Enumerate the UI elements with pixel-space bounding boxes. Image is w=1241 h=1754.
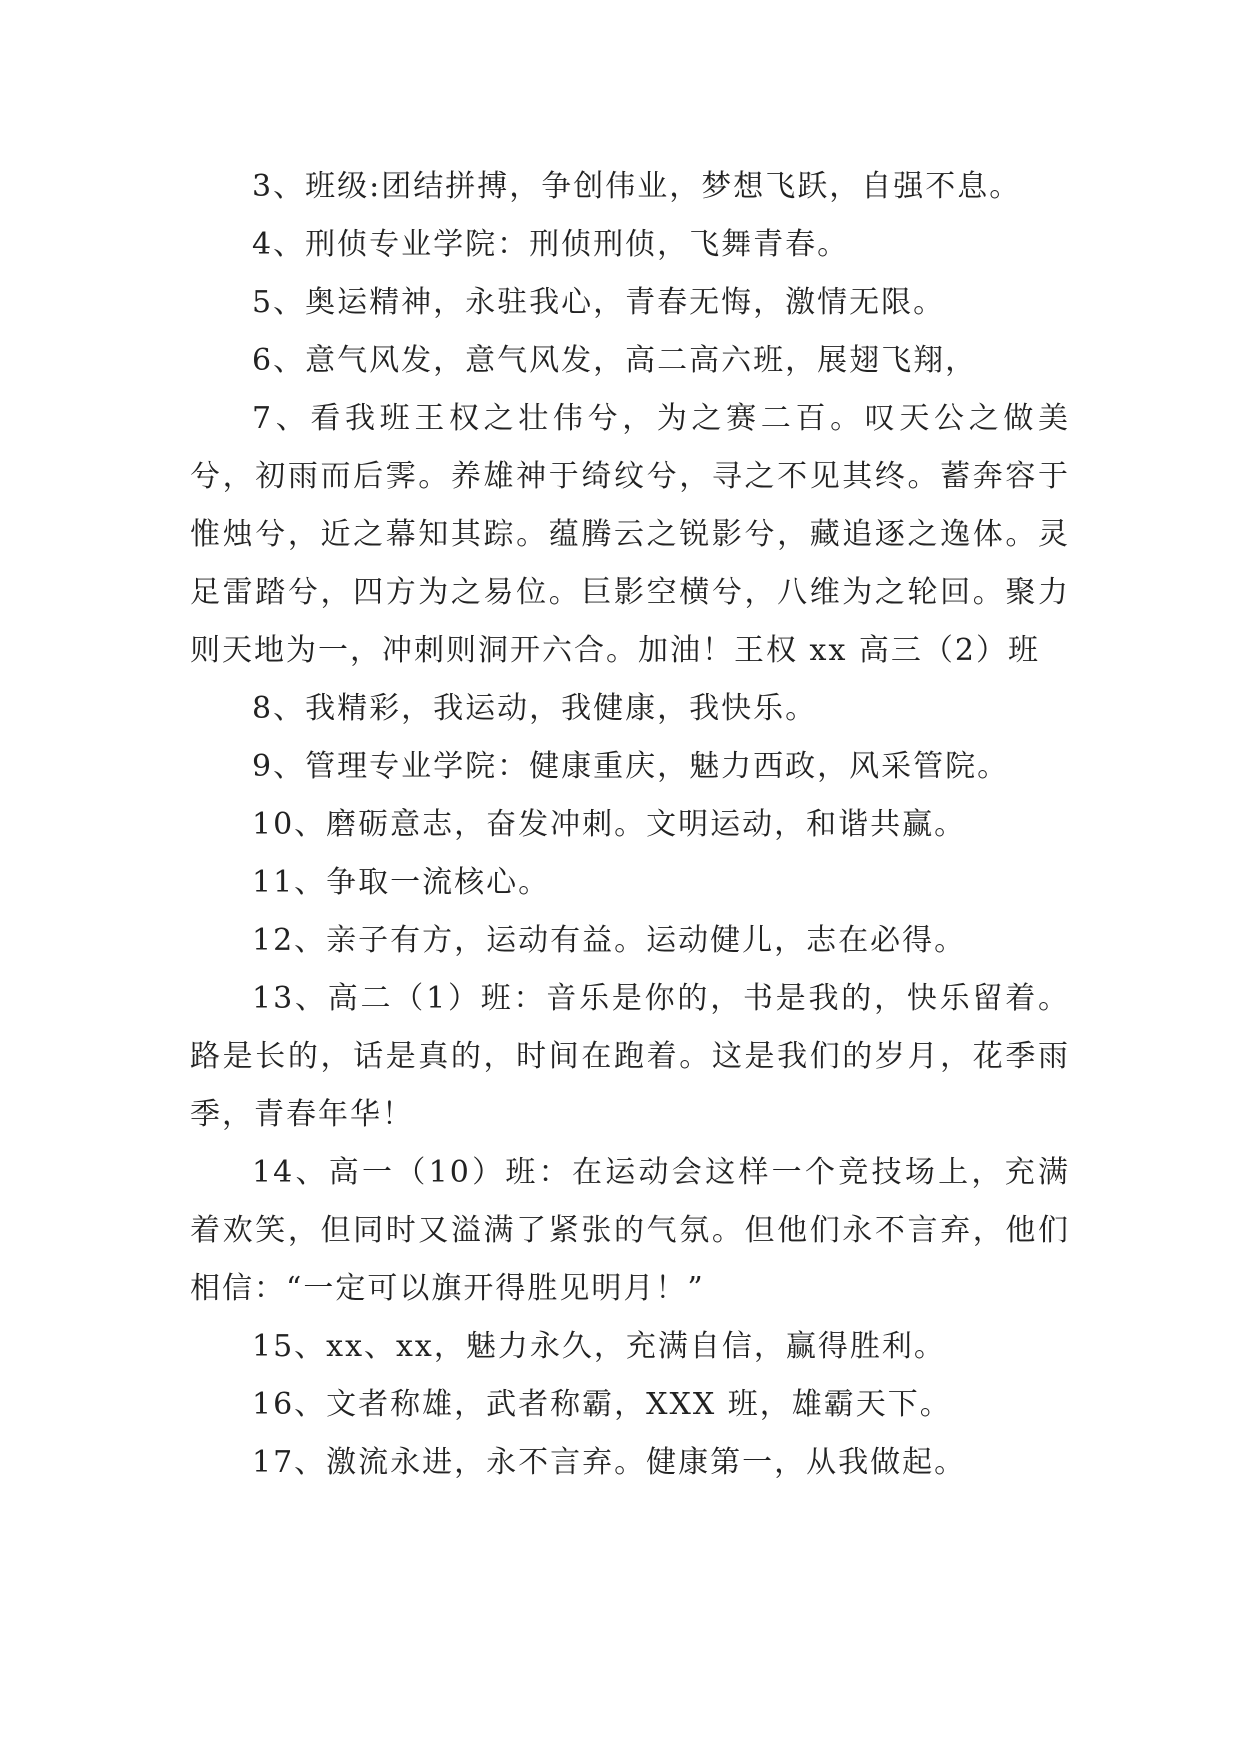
paragraph-5: 5、奥运精神，永驻我心，青春无悔，激情无限。 — [252, 285, 946, 320]
paragraph-10: 10、磨砺意志，奋发冲刺。文明运动，和谐共赢。 — [252, 807, 967, 842]
paragraph-11: 11、争取一流核心。 — [252, 865, 551, 900]
paragraph-17: 17、激流永进，永不言弃。健康第一，从我做起。 — [252, 1445, 967, 1480]
paragraph-14: 14、高一（10）班：在运动会这样一个竞技场上，充满着欢笑，但同时又溢满了紧张的气氛。但他们永不言弃，他们相信：“一定可以旗开得胜见明月！” — [190, 1155, 1070, 1306]
paragraph-16: 16、文者称雄，武者称霸，XXX 班，雄霸天下。 — [252, 1387, 952, 1422]
paragraph-8: 8、我精彩，我运动，我健康，我快乐。 — [252, 691, 818, 726]
paragraph-7: 7、看我班王权之壮伟兮，为之赛二百。叹天公之做美兮，初雨而后霁。养雄神于绮纹兮，寻之不见其终。蓄奔容于惟烛兮，近之幕知其踪。蕴腾云之锐影兮，藏追逐之逸体。灵足雷踏兮，四方为之易位。巨影空横兮，八维为之轮回。聚力则天地为一，冲刺则洞开六合。加油！王权 xx 高三（2）班 — [190, 401, 1070, 668]
paragraph-13: 13、高二（1）班：音乐是你的，书是我的，快乐留着。路是长的，话是真的，时间在跑着。这是我们的岁月，花季雨季，青春年华！ — [190, 981, 1070, 1132]
paragraph-3: 3、班级:团结拼搏，争创伟业，梦想飞跃，自强不息。 — [252, 169, 1022, 204]
paragraph-12: 12、亲子有方，运动有益。运动健儿，志在必得。 — [252, 923, 967, 958]
paragraph-4: 4、刑侦专业学院：刑侦刑侦，飞舞青春。 — [252, 227, 850, 262]
paragraph-6: 6、意气风发，意气风发，高二高六班，展翅飞翔， — [252, 343, 978, 378]
document-body — [190, 158, 1070, 1492]
paragraph-9: 9、管理专业学院：健康重庆，魅力西政，风采管院。 — [252, 749, 1010, 784]
paragraph-15: 15、xx、xx，魅力永久，充满自信，赢得胜利。 — [252, 1329, 946, 1364]
